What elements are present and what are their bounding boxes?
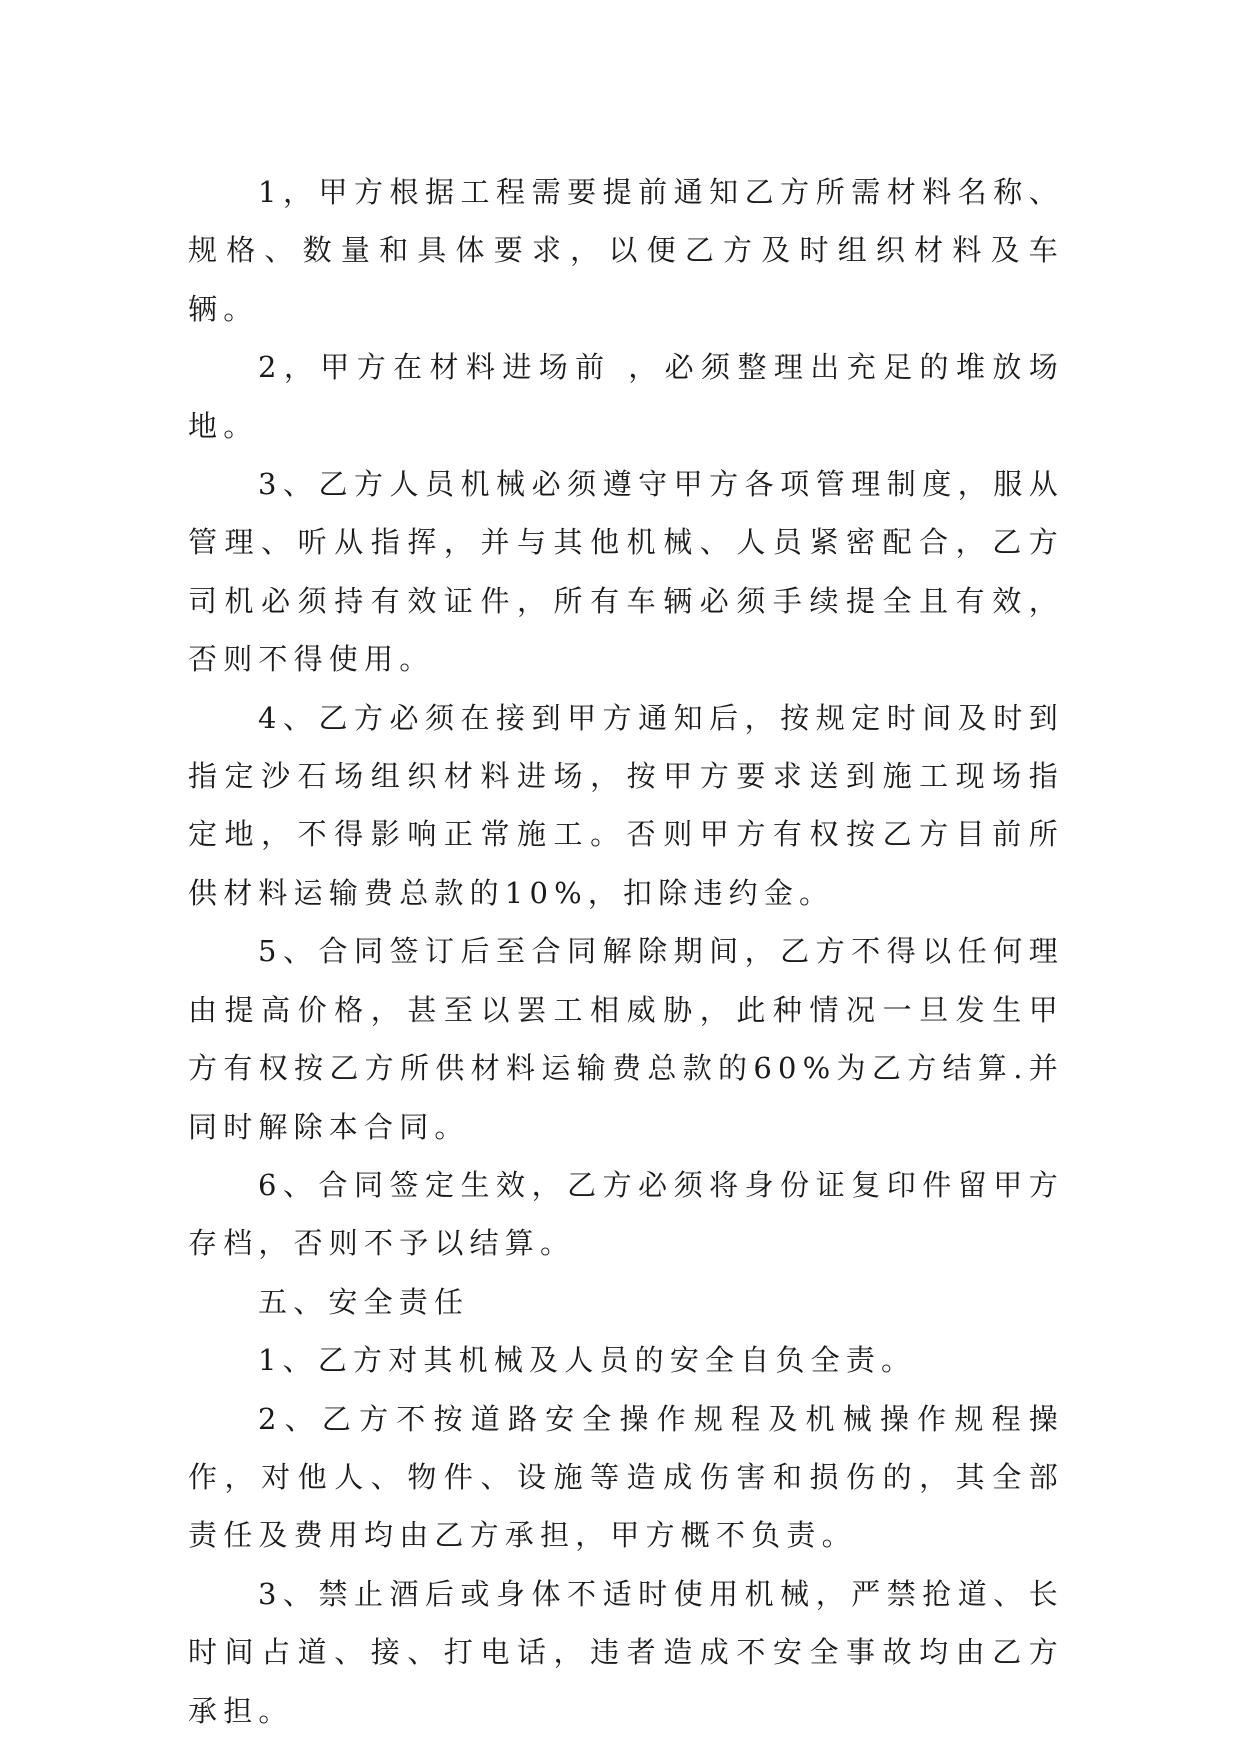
- clause-paragraph: 3、乙方人员机械必须遵守甲方各项管理制度，服从管理、听从指挥，并与其他机械、人员紧密配合，乙方司机必须持有效证件，所有车辆必须手续提全且有效，否则不得使用。: [188, 467, 1064, 677]
- clause-paragraph: 1、乙方对其机械及人员的安全自负全责。: [258, 1343, 917, 1378]
- clause-paragraph: 3、禁止酒后或身体不适时使用机械，严禁抢道、长时间占道、接、打电话，违者造成不安全事故均由乙方承担。: [188, 1576, 1064, 1728]
- document-body: [188, 163, 1064, 1740]
- clause-paragraph: 2、乙方不按道路安全操作规程及机械操作规程操作，对他人、物件、设施等造成伤害和损伤的，其全部责任及费用均由乙方承担，甲方概不负责。: [188, 1401, 1064, 1553]
- section-heading: 五、安全责任: [258, 1284, 470, 1319]
- clause-paragraph: 5、合同签订后至合同解除期间，乙方不得以任何理由提高价格，甚至以罢工相威胁，此种情况一旦发生甲方有权按乙方所供材料运输费总款的60%为乙方结算.并同时解除本合同。: [188, 934, 1064, 1144]
- clause-paragraph: 1，甲方根据工程需要提前通知乙方所需材料名称、规格、数量和具体要求，以便乙方及时组织材料及车辆。: [188, 175, 1064, 326]
- clause-paragraph: 4、乙方必须在接到甲方通知后，按规定时间及时到指定沙石场组织材料进场，按甲方要求送到施工现场指定地，不得影响正常施工。否则甲方有权按乙方目前所供材料运输费总款的10%，扣除违约金。: [188, 700, 1064, 910]
- clause-paragraph: 2，甲方在材料进场前 ，必须整理出充足的堆放场地。: [188, 350, 1064, 443]
- clause-paragraph: 6、合同签定生效，乙方必须将身份证复印件留甲方存档，否则不予以结算。: [188, 1167, 1064, 1261]
